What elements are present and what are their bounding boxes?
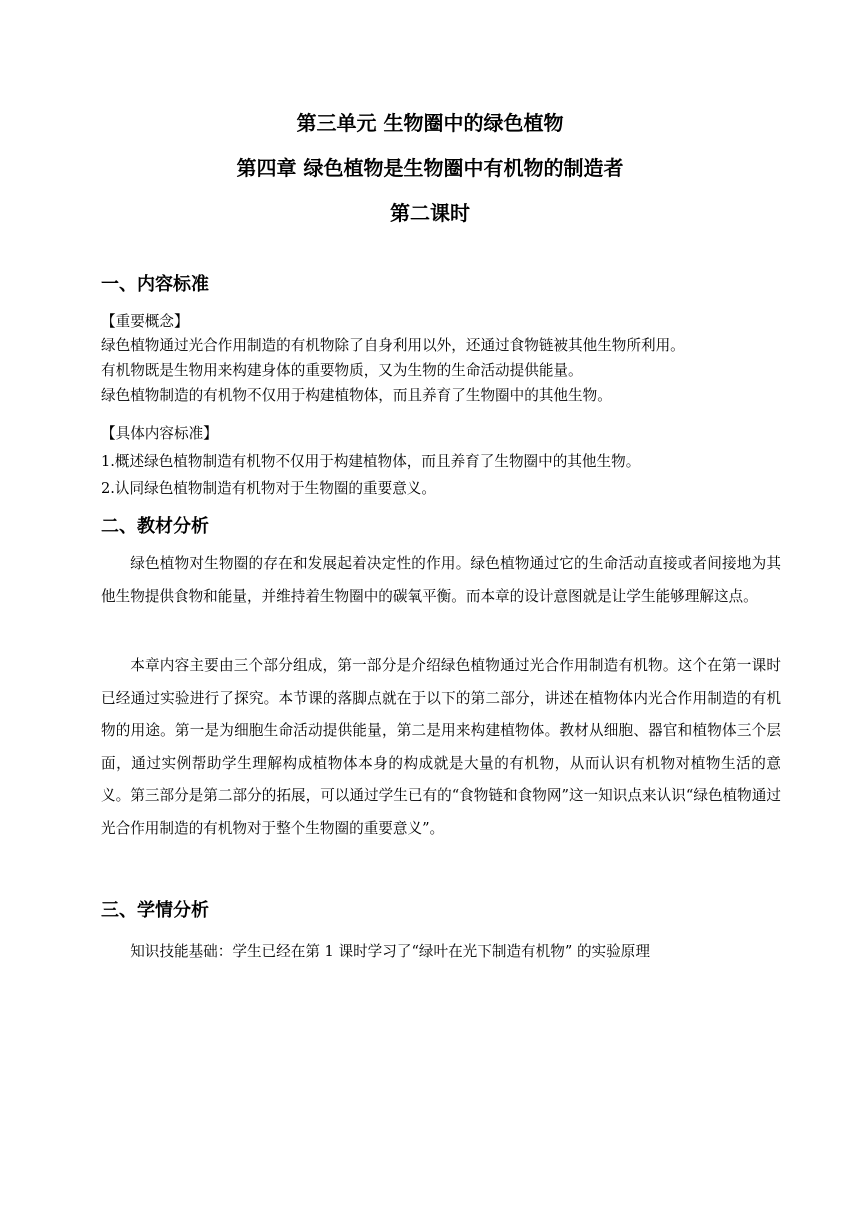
chapter-title: 第四章 绿色植物是生物圈中有机物的制造者 bbox=[236, 156, 624, 180]
analysis-paragraph-2: 本章内容主要由三个部分组成，第一部分是介绍绿色植物通过光合作用制造有机物。这个在第一课时已经通过实验进行了探究。本节课的落脚点就在于以下的第二部分，讲述在植物体内光合作用制造的有机物的用途。第一是为细胞生命活动提供能量，第二是用来构建植物体。教材从细胞、器官和植物体三个层面，通过实例帮助学生理解构成植物体本身的构成就是大量的有机物，从而认识有机物对植物生活的意义。第三部分是第二部分的拓展，可以通过学生已有的“食物链和食物网”这一知识点来认识“绿色植物通过光合作用制造的有机物对于整个生物圈的重要意义”。 bbox=[101, 657, 781, 837]
concept-line-3: 绿色植物制造的有机物不仅用于构建植物体，而且养育了生物圈中的其他生物。 bbox=[101, 387, 612, 404]
lesson-title: 第二课时 bbox=[390, 201, 470, 225]
section-2-heading: 二、教材分析 bbox=[101, 516, 209, 537]
important-concepts-label: 【重要概念】 bbox=[101, 313, 189, 330]
section-1-heading: 一、内容标准 bbox=[101, 274, 209, 295]
learner-analysis-paragraph: 知识技能基础：学生已经在第 1 课时学习了“绿叶在光下制造有机物” 的实验原理 bbox=[130, 943, 650, 960]
unit-title: 第三单元 生物圈中的绿色植物 bbox=[296, 111, 564, 135]
specific-standards-label: 【具体内容标准】 bbox=[101, 425, 218, 442]
analysis-paragraph-1: 绿色植物对生物圈的存在和发展起着决定性的作用。绿色植物通过它的生命活动直接或者间接地为其他生物提供食物和能量，并维持着生物圈中的碳氧平衡。而本章的设计意图就是让学生能够理解这点。 bbox=[101, 555, 781, 605]
standard-item-1: 1.概述绿色植物制造有机物不仅用于构建植物体，而且养育了生物圈中的其他生物。 bbox=[101, 453, 641, 470]
concept-line-2: 有机物既是生物用来构建身体的重要物质，又为生物的生命活动提供能量。 bbox=[101, 362, 583, 379]
standard-item-2: 2.认同绿色植物制造有机物对于生物圈的重要意义。 bbox=[101, 480, 436, 497]
section-3-heading: 三、学情分析 bbox=[101, 900, 209, 921]
concept-line-1: 绿色植物通过光合作用制造的有机物除了自身利用以外，还通过食物链被其他生物所利用。 bbox=[101, 337, 685, 354]
